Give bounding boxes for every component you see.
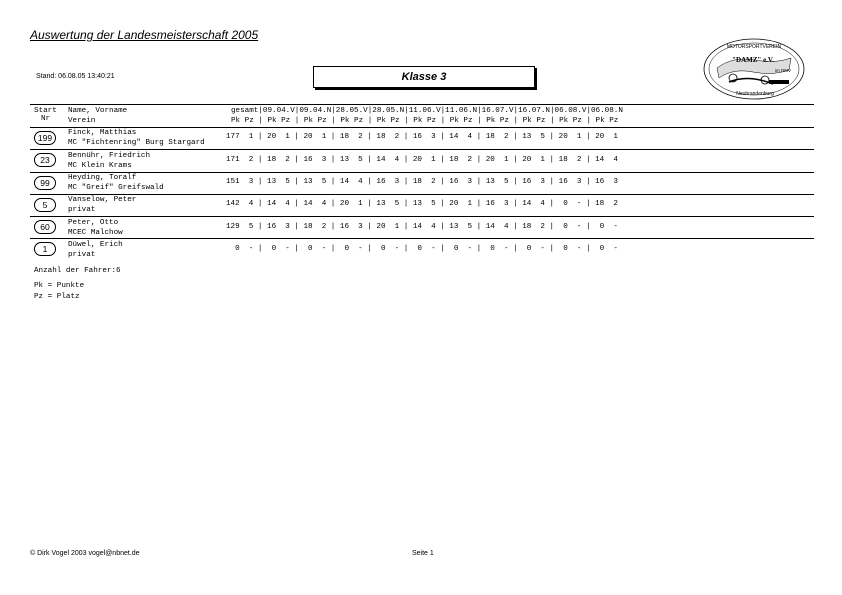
- driver-name: Vanselow, Peter: [68, 196, 137, 204]
- driver-club: MC Klein Krams: [68, 162, 132, 170]
- logo-text-1: MOTORSPORTVEREIN: [726, 44, 782, 50]
- row-values: 0 - | 0 - | 0 - | 0 - | 0 - | 0 - | 0 - | 0 - | 0 - | 0 - | 0 -: [226, 245, 618, 253]
- header-bottom-rule: [30, 127, 814, 128]
- driver-club: MCEC Malchow: [68, 229, 123, 237]
- header-nr: Nr: [41, 115, 51, 123]
- driver-name: Bennühr, Friedrich: [68, 152, 151, 160]
- header-verein: Verein: [68, 117, 96, 125]
- header-start: Start: [34, 107, 57, 115]
- class-label: Klasse 3: [401, 71, 447, 83]
- row-divider: [30, 149, 814, 150]
- logo-text-4: Neubrandenburg: [736, 91, 774, 97]
- logo-text-2: "DAMZ" e.V.: [732, 56, 774, 64]
- driver-club: MC "Greif" Greifswald: [68, 184, 164, 192]
- driver-name: Finck, Matthias: [68, 129, 137, 137]
- start-number-badge: 99: [34, 176, 56, 190]
- logo-text-3: im DMV: [775, 68, 791, 73]
- row-divider: [30, 216, 814, 217]
- row-values: 129 5 | 16 3 | 18 2 | 16 3 | 20 1 | 14 4 | 13 5 | 14 4 | 18 2 | 0 - | 0 -: [226, 223, 618, 231]
- row-values: 177 1 | 20 1 | 20 1 | 18 2 | 18 2 | 16 3 | 14 4 | 18 2 | 13 5 | 20 1 | 20 1: [226, 133, 618, 141]
- driver-name: Heyding, Toralf: [68, 174, 137, 182]
- driver-club: privat: [68, 251, 96, 259]
- club-logo-graphic: [703, 38, 805, 100]
- header-name: Name, Vorname: [68, 107, 128, 115]
- driver-count: Anzahl der Fahrer:6: [34, 267, 121, 275]
- driver-name: Peter, Otto: [68, 219, 119, 227]
- timestamp: Stand: 06.08.05 13:40:21: [36, 73, 115, 80]
- driver-club: MC "Fichtenring" Burg Stargard: [68, 139, 205, 147]
- start-number-badge: 199: [34, 131, 56, 145]
- row-values: 142 4 | 14 4 | 14 4 | 20 1 | 13 5 | 13 5 | 20 1 | 16 3 | 14 4 | 0 - | 18 2: [226, 200, 618, 208]
- row-divider: [30, 194, 814, 195]
- row-divider: [30, 172, 814, 173]
- driver-name: Düwel, Erich: [68, 241, 123, 249]
- start-number-badge: 60: [34, 220, 56, 234]
- legend-points: Pk = Punkte: [34, 282, 85, 290]
- header-top-rule: [30, 104, 814, 105]
- header-subcolumns: Pk Pz | Pk Pz | Pk Pz | Pk Pz | Pk Pz | Pk Pz | Pk Pz | Pk Pz | Pk Pz | Pk Pz | Pk Pz: [231, 117, 619, 125]
- club-logo: [703, 38, 805, 100]
- start-number-badge: 5: [34, 198, 56, 212]
- class-box: [313, 66, 535, 88]
- row-values: 171 2 | 18 2 | 16 3 | 13 5 | 14 4 | 20 1 | 18 2 | 20 1 | 20 1 | 18 2 | 14 4: [226, 156, 618, 164]
- header-columns: gesamt|09.04.V|09.04.N|28.05.V|28.05.N|11.06.V|11.06.N|16.07.V|16.07.N|06.08.V|06.08.N: [231, 107, 623, 115]
- page-number: Seite 1: [412, 550, 434, 557]
- start-number-badge: 1: [34, 242, 56, 256]
- report-title: Auswertung der Landesmeisterschaft 2005: [30, 28, 259, 42]
- row-divider: [30, 238, 814, 239]
- footer-copyright: © Dirk Vogel 2003 vogel@nbnet.de: [30, 550, 140, 557]
- row-values: 151 3 | 13 5 | 13 5 | 14 4 | 16 3 | 18 2 | 16 3 | 13 5 | 16 3 | 16 3 | 16 3: [226, 178, 618, 186]
- legend-place: Pz = Platz: [34, 293, 80, 301]
- driver-club: privat: [68, 206, 96, 214]
- start-number-badge: 23: [34, 153, 56, 167]
